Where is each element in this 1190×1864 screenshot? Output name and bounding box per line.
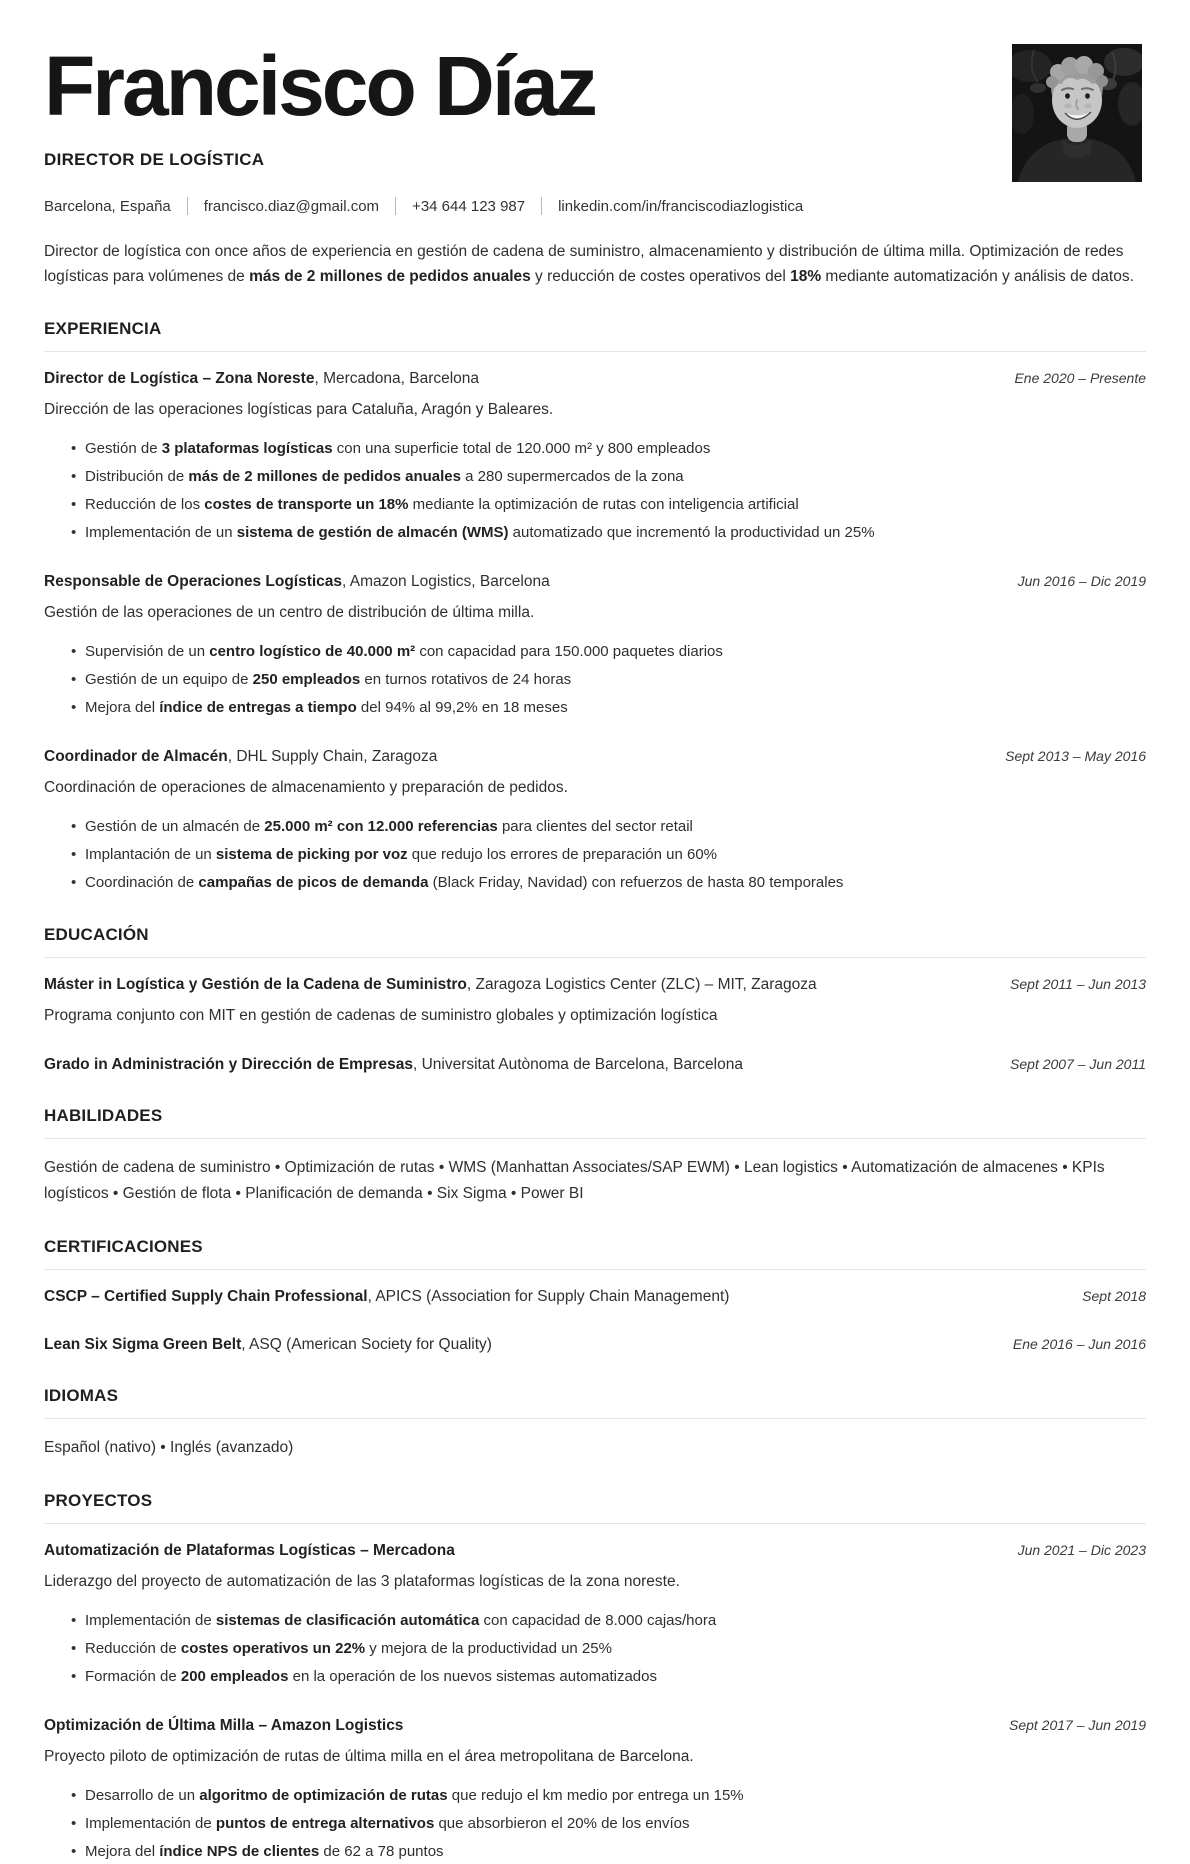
entry [44, 1540, 1146, 1689]
entry-title-row [44, 746, 1146, 768]
bullet-item: • Mejora del índice de entregas a tiempo del 94% al 99,2% en 18 meses [85, 695, 1146, 720]
summary-paragraph: Director de logística con once años de experiencia en gestión de cadena de suministro, almacenamiento y distribución de última milla. Optimización de redes logísticas para volúmenes de más de 2 millones de pedidos anuales y reducción de costes operativos del 18% mediante automatización y análisis de datos. [44, 243, 1134, 285]
bullet-item: • Implantación de un sistema de picking por voz que redujo los errores de preparación un 60% [85, 842, 1146, 867]
bullet-list [44, 639, 1146, 720]
entry-title-row [44, 974, 1146, 996]
bullet-item: • Desarrollo de un algoritmo de optimización de rutas que redujo el km medio por entrega un 15% [85, 1783, 1146, 1808]
entry-title-row [44, 1540, 1146, 1562]
bullet-item: • Reducción de costes operativos un 22% y mejora de la productividad un 25% [85, 1636, 1146, 1661]
entry-title-row [44, 1715, 1146, 1737]
section-educacion [44, 925, 1146, 1076]
bullet-item: • Implementación de un sistema de gestión de almacén (WMS) automatizado que incrementó la productividad un 25% [85, 520, 1146, 545]
entry [44, 1286, 1146, 1308]
entry-title: Coordinador de Almacén, DHL Supply Chain, Zaragoza [44, 748, 438, 765]
bullet-item: • Supervisión de un centro logístico de 40.000 m² con capacidad para 150.000 paquetes diarios [85, 639, 1146, 664]
entry [44, 368, 1146, 545]
bullet-item: • Implementación de puntos de entrega alternativos que absorbieron el 20% de los envíos [85, 1811, 1146, 1836]
section-certificaciones [44, 1237, 1146, 1356]
profile-photo [1012, 44, 1142, 182]
section-heading: IDIOMAS [44, 1386, 1146, 1419]
section-proyectos [44, 1491, 1146, 1864]
contact-item: Barcelona, España [44, 197, 171, 215]
entry [44, 571, 1146, 720]
bullet-item: • Formación de 200 empleados en la operación de los nuevos sistemas automatizados [85, 1664, 1146, 1689]
bullet-item: • Mejora del índice NPS de clientes de 62 a 78 puntos [85, 1839, 1146, 1864]
section-idiomas [44, 1386, 1146, 1461]
entry-title-row [44, 1334, 1146, 1356]
entry-title: Responsable de Operaciones Logísticas, Amazon Logistics, Barcelona [44, 573, 550, 590]
bullet-item: • Coordinación de campañas de picos de demanda (Black Friday, Navidad) con refuerzos de hasta 80 temporales [85, 870, 1146, 895]
entry [44, 1054, 1146, 1076]
entry-title: Grado in Administración y Dirección de Empresas, Universitat Autònoma de Barcelona, Barcelona [44, 1056, 743, 1073]
entry-description: Programa conjunto con MIT en gestión de cadenas de suministro globales y optimización logística [44, 1007, 718, 1024]
bullet-item: • Distribución de más de 2 millones de pedidos anuales a 280 supermercados de la zona [85, 464, 1146, 489]
bullet-list [44, 814, 1146, 895]
header [44, 39, 1146, 215]
section-text: Gestión de cadena de suministro • Optimización de rutas • WMS (Manhattan Associates/SAP EWM) • Lean logistics • Automatización de almacenes • KPIs logísticos • Gestión de flota • Planificación de demanda • Six Sigma • Power BI [44, 1159, 1105, 1202]
entry-date: Sept 2011 – Jun 2013 [1010, 976, 1146, 992]
entry-date: Jun 2016 – Dic 2019 [1017, 573, 1146, 589]
contact-separator [187, 197, 188, 215]
entry-title: Optimización de Última Milla – Amazon Logistics [44, 1717, 404, 1734]
contact-item: francisco.diaz@gmail.com [203, 197, 380, 215]
section-heading: CERTIFICACIONES [44, 1237, 1146, 1270]
section-habilidades [44, 1106, 1146, 1207]
entry [44, 974, 1146, 1028]
contact-separator [395, 197, 396, 215]
entry-date: Sept 2017 – Jun 2019 [1008, 1717, 1146, 1733]
entry-title-row [44, 1054, 1146, 1076]
entry-title: Automatización de Plataformas Logísticas – Mercadona [44, 1542, 455, 1559]
person-name: Francisco Díaz [44, 39, 595, 133]
entry-description: Dirección de las operaciones logísticas para Cataluña, Aragón y Baleares. [44, 401, 554, 418]
entry-title-row [44, 571, 1146, 593]
contact-item: +34 644 123 987 [412, 197, 526, 215]
section-heading: PROYECTOS [44, 1491, 1146, 1524]
entry-title-row [44, 1286, 1146, 1308]
portrait-illustration [1012, 44, 1142, 182]
entry-title: Director de Logística – Zona Noreste, Mercadona, Barcelona [44, 370, 480, 387]
section-experiencia [44, 319, 1146, 895]
section-heading: EXPERIENCIA [44, 319, 1146, 352]
bullet-list [44, 436, 1146, 545]
person-title: DIRECTOR DE LOGÍSTICA [44, 150, 265, 169]
contact-separator [541, 197, 542, 215]
entry [44, 1334, 1146, 1356]
entry-date: Sept 2013 – May 2016 [1005, 748, 1146, 764]
section-heading: EDUCACIÓN [44, 925, 1146, 958]
entry [44, 746, 1146, 895]
entry-date: Sept 2007 – Jun 2011 [1010, 1056, 1146, 1072]
entry-description: Gestión de las operaciones de un centro de distribución de última milla. [44, 604, 535, 621]
contact-row [44, 197, 1146, 215]
bullet-item: • Implementación de sistemas de clasificación automática con capacidad de 8.000 cajas/hora [85, 1608, 1146, 1633]
entry-date: Ene 2020 – Presente [1014, 370, 1146, 386]
sections-container [44, 319, 1146, 1864]
entry-title: Máster in Logística y Gestión de la Cadena de Suministro, Zaragoza Logistics Center (ZLC) – MIT, Zaragoza [44, 976, 817, 993]
contact-item: linkedin.com/in/franciscodiazlogistica [558, 197, 804, 215]
entry-description: Liderazgo del proyecto de automatización de las 3 plataformas logísticas de la zona noreste. [44, 1573, 680, 1590]
entry-date: Sept 2018 [1082, 1288, 1146, 1304]
entry-title-row [44, 368, 1146, 390]
bullet-item: • Gestión de un equipo de 250 empleados en turnos rotativos de 24 horas [85, 667, 1146, 692]
entry-date: Ene 2016 – Jun 2016 [1012, 1336, 1146, 1352]
entry-title: Lean Six Sigma Green Belt, ASQ (American Society for Quality) [44, 1336, 492, 1353]
entry [44, 1715, 1146, 1864]
section-heading: HABILIDADES [44, 1106, 1146, 1139]
bullet-item: • Gestión de 3 plataformas logísticas con una superficie total de 120.000 m² y 800 empleados [85, 436, 1146, 461]
bullet-list [44, 1608, 1146, 1689]
bullet-list [44, 1783, 1146, 1864]
bullet-item: • Gestión de un almacén de 25.000 m² con 12.000 referencias para clientes del sector retail [85, 814, 1146, 839]
entry-description: Proyecto piloto de optimización de rutas de última milla en el área metropolitana de Barcelona. [44, 1748, 694, 1765]
bullet-item: • Reducción de los costes de transporte un 18% mediante la optimización de rutas con inteligencia artificial [85, 492, 1146, 517]
entry-description: Coordinación de operaciones de almacenamiento y preparación de pedidos. [44, 779, 568, 796]
section-text: Español (nativo) • Inglés (avanzado) [44, 1439, 294, 1456]
entry-title: CSCP – Certified Supply Chain Professional, APICS (Association for Supply Chain Management) [44, 1288, 730, 1305]
entry-date: Jun 2021 – Dic 2023 [1017, 1542, 1146, 1558]
